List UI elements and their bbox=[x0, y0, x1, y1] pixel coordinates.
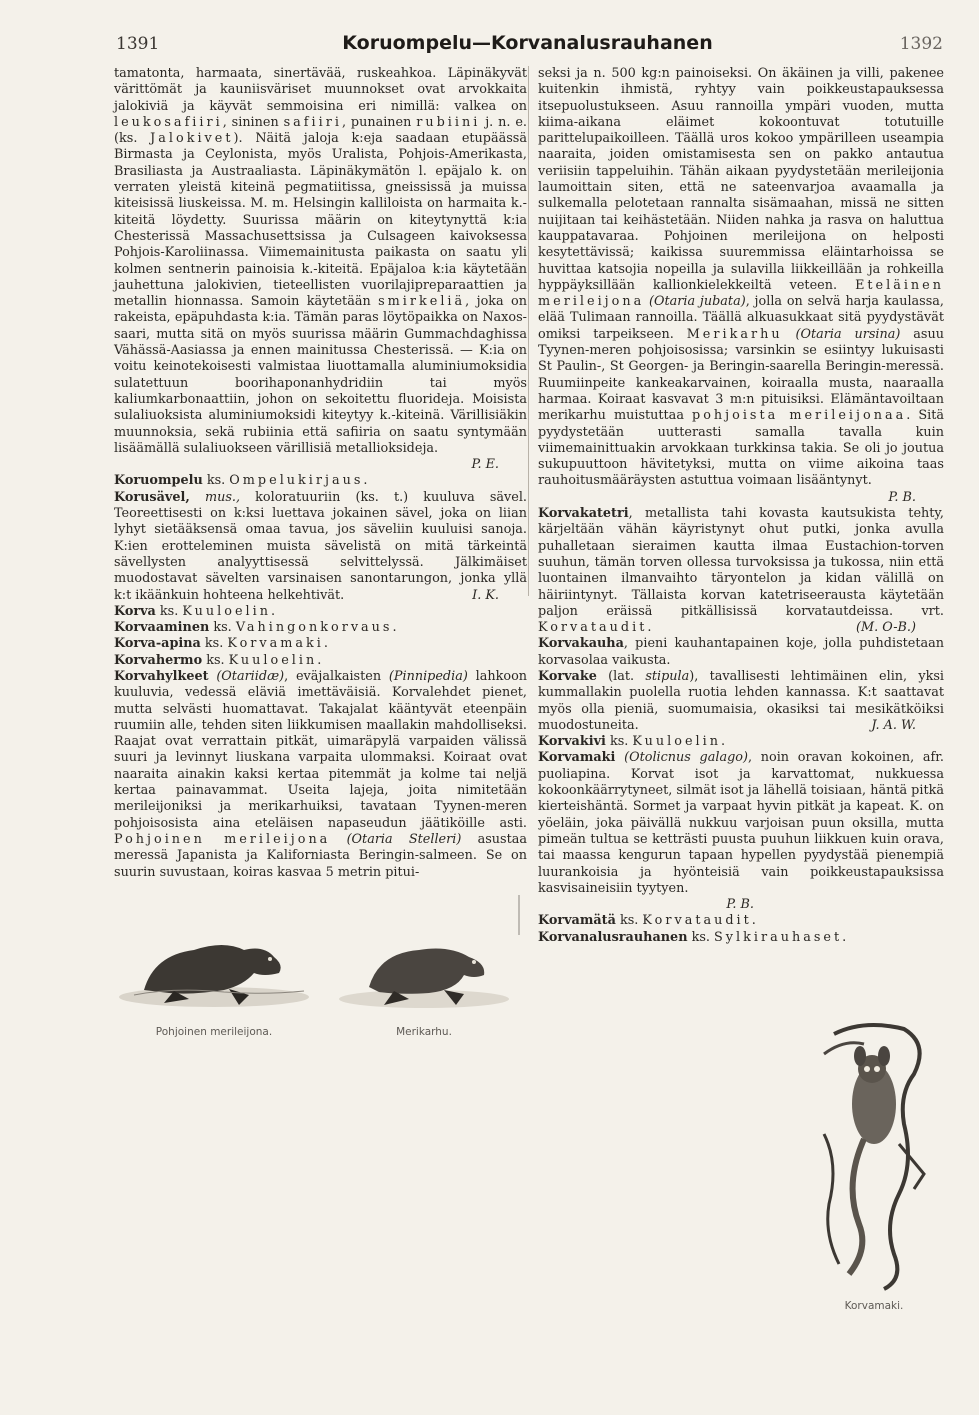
column-divider bbox=[528, 66, 529, 596]
cross-reference-link[interactable]: Korvataudit bbox=[642, 913, 752, 929]
cross-reference-link[interactable]: Korvamaki bbox=[227, 636, 324, 652]
left-column bbox=[114, 66, 527, 1055]
illustration-row bbox=[114, 895, 527, 1055]
entry-korvamata: Korvamätä ks. Korvataudit. bbox=[538, 913, 756, 929]
fur-seal-illustration bbox=[324, 895, 524, 1015]
signature: P. E. bbox=[471, 457, 499, 473]
signature: J. A. W. bbox=[871, 717, 916, 733]
cross-reference-link[interactable]: Ompelukirjaus bbox=[229, 473, 364, 489]
entry-korvahylkeet-continued: seksi ja n. 500 kg:n painoiseksi. On äkäinen ja villi, pakenee kuitenkin ihmistä, ryhtyy vain poikkeustapauksessa itsepuolustukseen. Asuu rannoilla ympäri vuoden, mutta kiima-aikana eläimet kokoontuvat totutuille parittelupaikoilleen. Täällä uros kokoo ympärilleen useampia naaraita, joiden omistamisesta sen on pakko antautua veriisiin tappeluihin. Tähän aikaan pyydystetään merileijonia laumoittain siten, että ne sateenvarjoa avaamalla ja sulkemalla pelotetaan rannalta sisämaahan, missä ne sitten nuijitaan tai keihästetään. Niiden nahka ja rasva on haluttua kauppatavaraa. Pohjoinen merileijona on helposti kesytettävissä; kaikissa suuremmissa eläintarhoissa se huvittaa katsojia nopeilla ja sulavilla liikkeillään ja rohkeilla hyppäyksillään kallionkielekkeiltä veteen. Eteläinen merileijona (Otaria jubata), jolla on selvä harja kaulassa, elää Tulimaan rannoilla. Täällä alkuasukkaat sitä pyydystävät omiksi tarpeikseen. Merikarhu (Otaria ursina) asuu Tyynen-meren pohjoisosissa; varsinkin se esiintyy lukuisasti St Paulin-, St Georgen- ja Beringin-saarella Beringin-meressä. Ruumiinpeite kankeakarvainen, koiraalla musta, naaraalla harmaa. Koiraat kasvavat 3 m:n pituisiksi. Elämäntavoiltaan merikarhu muistuttaa pohjoista merileijonaa. Sitä pyydystetään uutterasti samalla tavalla kuin viimemainittuakin arvokkaan turkkinsa takia. Se oli jo joutua sukupuuttoon hävitetyksi, mutta on viime aikoina taas rauhoitusmääräysten astuttua voimaan lisääntynyt. bbox=[538, 66, 944, 489]
entry-korund-continued: tamatonta, harmaata, sinertävää, ruskeahkoa. Läpinäkyvät värittömät ja kauniisväriset muunnokset ovat arvokkaita jalokiviä ja käyvät semmoisina eri nimillä: valkea on leukosafiiri, sininen safiiri, punainen rubiini j. n. e. (ks. Jalokivet). Näitä jaloja k:eja saadaan etupäässä Birmasta ja Ceylonista, myös Uralista, Pohjois-Amerikasta, Brasiliasta ja Austraaliasta. Läpinäkymätön l. epäjalo k. on verraten yleistä kiteinä pegmatiitissa, gneississä ja muissa kiteisissä liuskeissa. M. m. Helsingin kalliloista on harmaita k.-kiteitä löydetty. Suurissa määrin on kiteytynyttä k:ia Chesterissä Massachusettsissa ja Culsageen kaivoksessa Pohjois-Karoliinassa. Viimemainitusta paikasta on saatu yli kolmen sentnerin painoisia k.-kiteitä. Epäjaloa k:ia käytetään jauhettuna jalokivien, tieteellisten vuorilajipreparaattien ja metallin hionnassa. Samoin käytetään smirkeliä, joka on rakeista, epäpuhdasta k:ia. Tämän paras löytöpaikka on Naxos-saari, mutta sitä on myös suurissa määrin Gummachdaghissa Vähässä-Aasiassa ja ennen mainitussa Chesterissä. — K:ia on voitu keinotekoisesti valmistaa liuottamalla aluminiumoksidia sulatettuun boorihaponanhydridiin tai myös kaliumkarbonaattiin, johon on sekoitettu fluorideja. Moisista sulaliuoksista aluminiumoksidi kiteytyy k.-kiteinä. Värillisiäkin muunnoksia, sekä rubiinia että safiiria on saatu syntymään lisäämällä sulaliuokseen värillisiä metallioksideja. bbox=[114, 66, 528, 456]
signature: I. K. bbox=[472, 587, 499, 603]
entry-korvahylkeet: Korvahylkeet (Otariidæ), eväjalkaisten (Pinnipedia) lahkoon kuuluvia, vedessä eläviä imettäväisiä. Korvalehdet pienet, mutta selvästi huomattavat. Takajalat kääntyvät eteenpäin ruumiin alle, tehden siten liikkumisen maallakin mahdolliseksi. Raajat ovat verrattain pitkät, uimaräpylä varpaiden välissä suuri ja levinnyt liuskana varpaita ulommaksi. Koiraat ovat naaraita ainakin kaksi kertaa pitemmät ja kolme tai neljä kertaa painavammat. Useita lajeja, joita nimitetään merileijoniksi ja merikarhuiksi, tavataan Tyynen-meren pohjoisosista aina eteläisen napaseudun jäätiköille asti. Pohjoinen merileijona (Otaria Stelleri) asustaa meressä Japanista ja Kaliforniasta Beringin-salmeen. Se on suurin suvustaan, koiras kasvaa 5 metrin pitui- bbox=[114, 668, 528, 880]
cross-reference-link[interactable]: Korvataudit bbox=[538, 620, 648, 636]
figure-caption: Pohjoinen merileijona. bbox=[155, 1026, 273, 1039]
figure-galago bbox=[804, 1014, 944, 1314]
entry-korvake: Korvake (lat. stipula), tavallisesti lehtimäinen elin, yksi kummallakin puolella ruotia lehden kannassa. K:t saattavat myös olla pieniä, suomumaisia, okasiksi tai mesikätköiksi muodostuneita. J. A. W. bbox=[538, 668, 945, 733]
entry-korusavel: Korusävel, mus., koloratuuriin (ks. t.) kuuluva sävel. Teoreettisesti on k:ksi luettava jokainen sävel, joka on liian lyhyt sietääksensä omaa tavua, jos säveliin kuuluisi sanoja. K:ien erotteleminen muista sävelistä on mitä tärkeintä sävellysten analyyttisessä selvittelyssä. Jälkimäiset muodostavat sävelten varsinaisen sanontarungon, jonka yllä k:t ikäänkuin hohteena helkehtivät. I. K. bbox=[114, 489, 527, 603]
cross-reference-link[interactable]: Vahingonkorvaus bbox=[235, 620, 393, 636]
entry-korvakatetri: Korvakatetri, metallista tahi kovasta kautsukista tehty, kärjeltään vähän käyristynyt ohut putki, jonka avulla puhalletaan sieraimen kautta ilmaa Eustachion-torven suuhun, tämän torven ollessa turvoksissa ja tukossa, niin että luontainen ilmanvaihto täryontelon ja kidan välillä on häiriintynyt. Tällaista korvan katetriseerausta käytetään paljon eräissä pitkällisissä korvatautdeissa. vrt. Korvataudit. (M. O-B.) bbox=[538, 506, 944, 636]
entry-korva: Korva ks. Kuuloelin. bbox=[114, 603, 276, 619]
signature: (M. O-B.) bbox=[856, 620, 916, 636]
entry-korvamaki: Korvamaki (Otolicnus galago), noin oravan kokoinen, afr. puoliapina. Korvat isot ja karvattomat, nukkuessa kokoonkäärrytyneet, silmät isot ja lähellä toisiaan, häntä pitkä kierteishäntä. Sormet ja varpaat hyvin pitkät ja kapeat. K. on yöeläin, joka päivällä nukkuu varjoisan puun oksilla, mutta pimeän tultua se ketträsti puusta puuhun liikkuen kuin orava, tai maassa kengurun tapaan hypellen pyydystää pienempiä luurankoisia ja hyönteisiä vain poikkeustapauksissa kasvisaineisiin tyytyen. bbox=[538, 750, 944, 896]
page-number-left: 1391 bbox=[116, 34, 160, 54]
figure-fur-seal bbox=[324, 895, 524, 1041]
cross-reference-link[interactable]: Kuuloelin bbox=[228, 652, 318, 668]
right-column bbox=[538, 66, 945, 1312]
entry-korvakauha: Korvakauha, pieni kauhantapainen koje, jolla puhdistetaan korvasolaa vaikusta. bbox=[538, 636, 944, 668]
signature: P. B. bbox=[888, 489, 916, 505]
page-number-right: 1392 bbox=[899, 34, 943, 54]
entry-korva-apina: Korva-apina ks. Korvamaki. bbox=[114, 636, 328, 652]
cross-reference-link[interactable]: Kuuloelin bbox=[182, 603, 271, 619]
figure-sea-lion bbox=[114, 895, 314, 1041]
running-title: Koruompelu—Korvanalusrauhanen bbox=[342, 32, 713, 54]
figure-caption: Merikarhu. bbox=[396, 1026, 452, 1039]
galago-illustration bbox=[804, 1014, 944, 1294]
signature: P. B. bbox=[726, 897, 754, 913]
entry-korvanalusrauhanen: Korvanalusrauhanen ks. Sylkirauhaset. bbox=[538, 929, 847, 945]
entry-korvaaminen: Korvaaminen ks. Vahingonkorvaus. bbox=[114, 620, 397, 636]
entry-korvakivi: Korvakivi ks. Kuuloelin. bbox=[538, 734, 726, 750]
cross-reference-link[interactable]: Kuuloelin bbox=[632, 734, 721, 750]
entry-korvahermo: Korvahermo ks. Kuuloelin. bbox=[114, 652, 322, 668]
figure-caption: Korvamaki. bbox=[844, 1299, 904, 1312]
sea-lion-illustration bbox=[114, 895, 314, 1015]
entry-koruompelu: Koruompelu ks. Ompelukirjaus. bbox=[114, 473, 368, 489]
page-header bbox=[112, 34, 943, 58]
cross-reference-link[interactable]: Sylkirauhaset bbox=[714, 929, 843, 945]
